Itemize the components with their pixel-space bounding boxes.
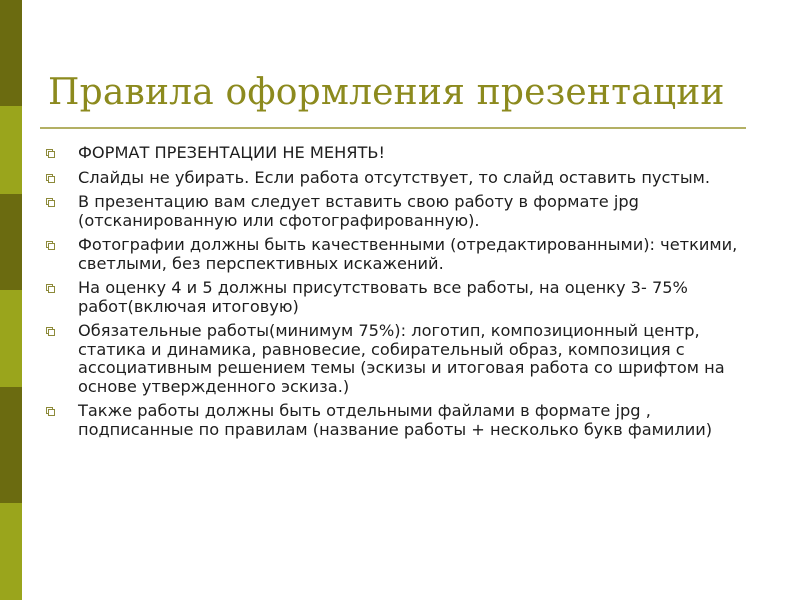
bullet-text: Также работы должны быть отдельными файлами в формате jpg , подписанные по правилам (название работы + несколько букв фамилии) <box>78 401 713 439</box>
bullet-text: Обязательные работы(минимум 75%): логотип, композиционный центр, статика и динамика, равновесие, собирательный образ, композиция с ассоциативным решением темы (эскизы и итоговая работа со шрифтом на основе утвержденного эскиза.) <box>78 321 725 396</box>
bullet-item <box>44 279 754 316</box>
bullet-list <box>44 144 754 445</box>
bullet-text: В презентацию вам следует вставить свою работу в формате jpg (отсканированную или сфотографированную). <box>78 192 639 230</box>
double-square-bullet-icon <box>46 284 54 292</box>
bar-segment <box>0 0 22 106</box>
slide-title: Правила оформления презентации <box>48 72 725 113</box>
bullet-item <box>44 193 754 230</box>
double-square-bullet-icon <box>46 149 54 157</box>
bar-segment <box>0 106 22 193</box>
bullet-text: На оценку 4 и 5 должны присутствовать все работы, на оценку 3- 75% работ(включая итоговую) <box>78 278 688 316</box>
double-square-bullet-icon <box>46 198 54 206</box>
bullet-item <box>44 236 754 273</box>
bullet-text: Слайды не убирать. Если работа отсутствует, то слайд оставить пустым. <box>78 167 710 187</box>
bullet-item <box>44 144 754 163</box>
double-square-bullet-icon <box>46 174 54 182</box>
double-square-bullet-icon <box>46 327 54 335</box>
bullet-item <box>44 402 754 439</box>
bar-segment <box>0 290 22 387</box>
double-square-bullet-icon <box>46 407 54 415</box>
bar-segment <box>0 194 22 291</box>
double-square-bullet-icon <box>46 241 54 249</box>
bullet-text: Фотографии должны быть качественными (отредактированными): четкими, светлыми, без перспективных искажений. <box>78 235 738 273</box>
left-decorative-bar <box>0 0 22 600</box>
bullet-text: ФОРМАТ ПРЕЗЕНТАЦИИ НЕ МЕНЯТЬ! <box>78 143 385 162</box>
title-underline <box>40 127 746 129</box>
bullet-item <box>44 322 754 396</box>
bullet-item <box>44 169 754 188</box>
bar-segment <box>0 503 22 600</box>
bar-segment <box>0 387 22 503</box>
